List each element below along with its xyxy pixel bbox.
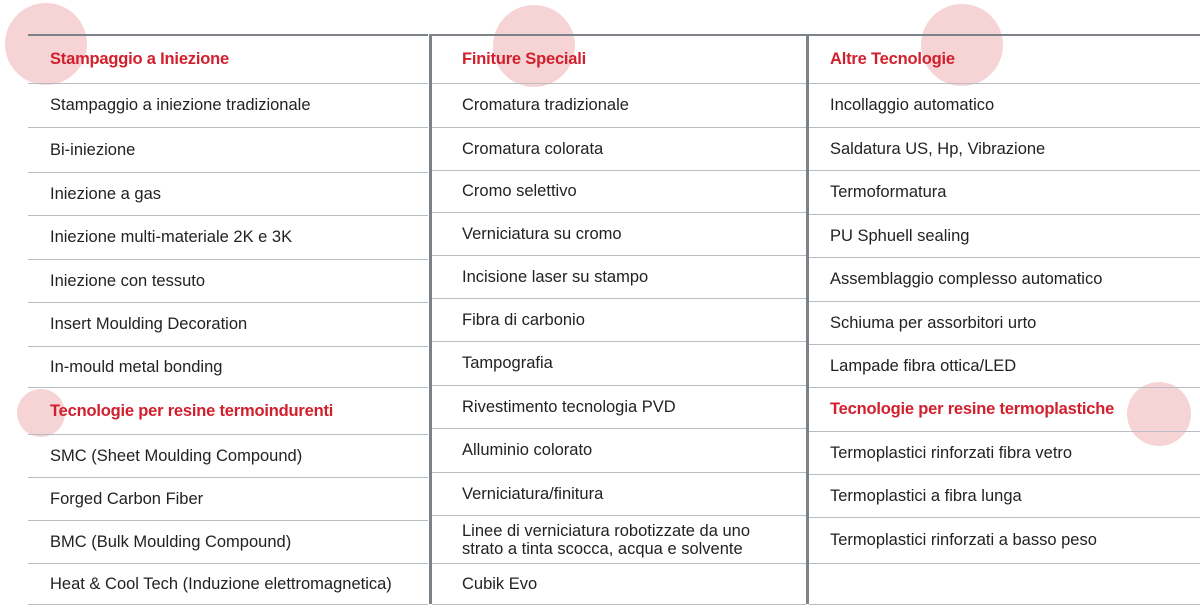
heading-text: Finiture Speciali <box>462 50 587 68</box>
item-text: Linee di verniciatura robotizzate da uno strato a tinta scocca, acqua e solvente <box>462 521 751 558</box>
list-item <box>28 478 428 521</box>
item-text: Lampade fibra ottica/LED <box>830 356 1017 375</box>
section-subheading <box>28 388 428 435</box>
subheading-text: Tecnologie per resine termoplastiche <box>830 400 1115 418</box>
list-item <box>432 256 806 299</box>
list-item <box>432 473 806 516</box>
list-item <box>432 342 806 386</box>
item-text: Incisione laser su stampo <box>462 267 649 286</box>
column-heading <box>432 34 806 84</box>
item-text: Cromatura tradizionale <box>462 96 629 114</box>
item-text: Cromatura colorata <box>462 139 604 158</box>
item-text: Tampografia <box>462 354 553 372</box>
heading-text: Stampaggio a Iniezione <box>50 50 229 68</box>
item-text: Termoplastici a fibra lunga <box>830 486 1022 505</box>
item-text: SMC (Sheet Moulding Compound) <box>50 446 303 465</box>
item-text: Termoplastici rinforzati a basso peso <box>830 531 1097 549</box>
list-item <box>432 171 806 213</box>
list-item <box>28 216 428 260</box>
item-text: Saldatura US, Hp, Vibrazione <box>830 139 1046 158</box>
list-item <box>432 516 806 564</box>
item-text: Fibra di carbonio <box>462 310 585 329</box>
column-heading <box>809 34 1200 84</box>
item-text: Termoplastici rinforzati fibra vetro <box>830 443 1073 462</box>
list-item <box>28 521 428 564</box>
list-item <box>28 128 428 173</box>
column-special-finishes <box>432 0 806 608</box>
list-item <box>28 435 428 478</box>
item-text: Rivestimento tecnologia PVD <box>462 397 676 416</box>
section-subheading <box>809 388 1200 432</box>
item-text: Heat & Cool Tech (Induzione elettromagnetica) <box>50 574 392 593</box>
item-text: PU Sphuell sealing <box>830 226 970 245</box>
column-divider <box>429 34 432 604</box>
list-item <box>432 429 806 473</box>
list-item <box>809 564 1200 605</box>
list-item <box>809 518 1200 564</box>
item-text: Termoformatura <box>830 183 947 201</box>
item-text: Assemblaggio complesso automatico <box>830 270 1103 288</box>
list-item <box>809 215 1200 258</box>
list-item <box>432 84 806 128</box>
item-text: Iniezione con tessuto <box>50 271 206 290</box>
list-item <box>809 345 1200 388</box>
item-text: Insert Moulding Decoration <box>50 315 248 333</box>
list-item <box>809 432 1200 475</box>
item-text: Verniciatura/finitura <box>462 484 604 503</box>
list-item <box>809 475 1200 518</box>
item-text: Cromo selettivo <box>462 182 577 200</box>
item-text: BMC (Bulk Moulding Compound) <box>50 532 292 551</box>
item-text: Schiuma per assorbitori urto <box>830 313 1037 332</box>
subheading-text: Tecnologie per resine termoindurenti <box>50 401 334 420</box>
column-other-technologies <box>809 0 1200 608</box>
list-item <box>28 347 428 388</box>
list-item <box>28 303 428 347</box>
list-item <box>432 564 806 605</box>
item-text: Bi-iniezione <box>50 140 136 159</box>
list-item <box>28 84 428 128</box>
item-text: In-mould metal bonding <box>50 357 223 376</box>
item-text: Forged Carbon Fiber <box>50 489 204 508</box>
heading-text: Altre Tecnologie <box>830 50 955 68</box>
list-item <box>28 260 428 303</box>
list-item <box>809 171 1200 215</box>
item-text: Iniezione multi-materiale 2K e 3K <box>50 228 293 246</box>
list-item <box>28 564 428 605</box>
column-divider <box>806 34 809 604</box>
list-item <box>432 386 806 429</box>
item-text: Verniciatura su cromo <box>462 224 622 243</box>
list-item <box>809 84 1200 128</box>
item-text: Cubik Evo <box>462 574 538 593</box>
column-injection-moulding <box>28 0 428 608</box>
list-item <box>28 173 428 216</box>
list-item <box>432 128 806 171</box>
list-item <box>809 128 1200 171</box>
item-text: Iniezione a gas <box>50 184 161 203</box>
list-item <box>809 258 1200 302</box>
column-heading <box>28 34 428 84</box>
item-text: Incollaggio automatico <box>830 96 995 114</box>
list-item <box>432 299 806 342</box>
list-item <box>432 213 806 256</box>
item-text: Stampaggio a iniezione tradizionale <box>50 96 311 114</box>
item-text: Alluminio colorato <box>462 441 593 459</box>
list-item <box>809 302 1200 345</box>
